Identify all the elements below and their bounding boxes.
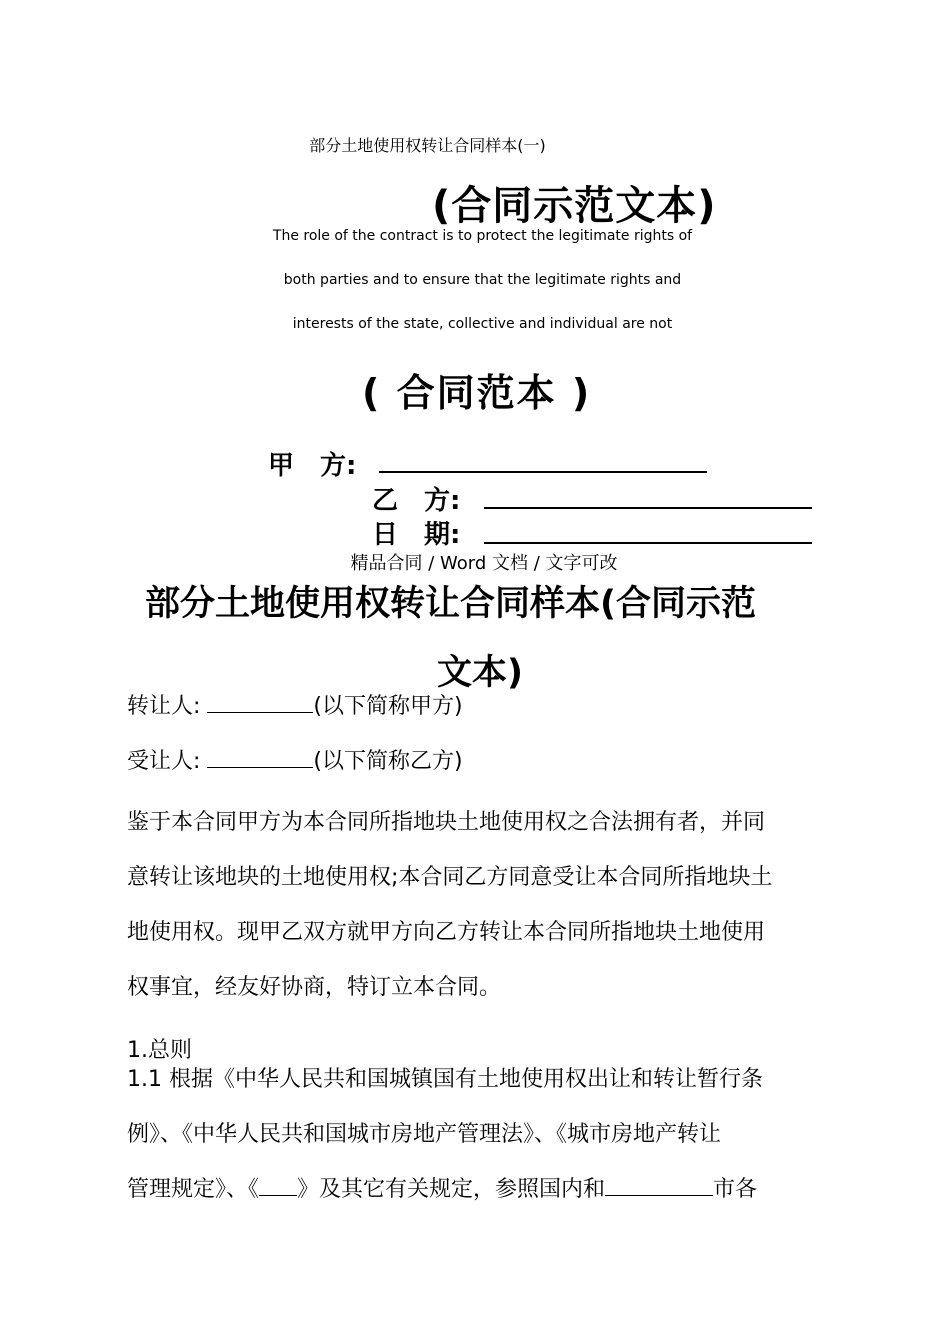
transferee-label: 受让人: <box>127 749 201 774</box>
date-blank[interactable] <box>484 542 812 544</box>
contract-sample-heading: ( 合同范本 ) <box>362 371 592 415</box>
party-a-label: 甲 方: <box>268 451 357 481</box>
preamble-line-2: 意转让该地块的土地使用权;本合同乙方同意受让本合同所指地块土 <box>127 865 773 890</box>
editable-note: 精品合同 / Word 文档 / 文字可改 <box>350 553 618 574</box>
transferor-label: 转让人: <box>127 694 201 719</box>
preamble-line-4: 权事宜，经友好协商，特订立本合同。 <box>127 975 502 1000</box>
clause-1-1-line-1: 1.1 根据《中华人民共和国城镇国有土地使用权出让和转让暂行条 <box>127 1067 763 1092</box>
transferor-line <box>127 689 463 720</box>
english-line-3: interests of the state, collective and individual are not <box>292 316 673 332</box>
preamble-line-3: 地使用权。现甲乙双方就甲方向乙方转让本合同所指地块土地使用 <box>127 920 766 945</box>
transferor-suffix: (以下简称甲方) <box>313 694 463 719</box>
party-b-blank[interactable] <box>484 507 812 509</box>
clause-1-1-line-3 <box>127 1172 757 1203</box>
city-name-blank[interactable] <box>605 1195 713 1196</box>
transferor-blank[interactable] <box>207 712 313 713</box>
date-label: 日 期: <box>372 520 461 550</box>
section-1-title: 1.总则 <box>127 1038 192 1063</box>
transferee-blank[interactable] <box>207 767 313 768</box>
clause-line3-part-b: 》及其它有关规定，参照国内和 <box>297 1177 606 1202</box>
transferee-line <box>127 744 463 775</box>
english-line-1: The role of the contract is to protect the legitimate rights of <box>272 228 693 244</box>
clause-line3-part-a: 管理规定》、《 <box>127 1177 260 1202</box>
header-title: 部分土地使用权转让合同样本(一) <box>309 136 546 155</box>
clause-line3-part-c: 市各 <box>713 1177 758 1202</box>
main-title-line-2: 文本) <box>437 653 523 693</box>
party-a-blank[interactable] <box>379 471 707 473</box>
preamble-line-1: 鉴于本合同甲方为本合同所指地块土地使用权之合法拥有者，并同 <box>127 810 766 835</box>
main-title-line-1: 部分土地使用权转让合同样本(合同示范 <box>145 584 756 624</box>
transferee-suffix: (以下简称乙方) <box>313 749 463 774</box>
english-line-2: both parties and to ensure that the legitimate rights and <box>283 272 682 288</box>
regulation-name-blank[interactable] <box>259 1195 297 1196</box>
model-text-subtitle: (合同示范文本) <box>432 183 717 229</box>
party-b-label: 乙 方: <box>372 486 461 516</box>
clause-1-1-line-2: 例》、《中华人民共和国城市房地产管理法》、《城市房地产转让 <box>127 1122 722 1147</box>
